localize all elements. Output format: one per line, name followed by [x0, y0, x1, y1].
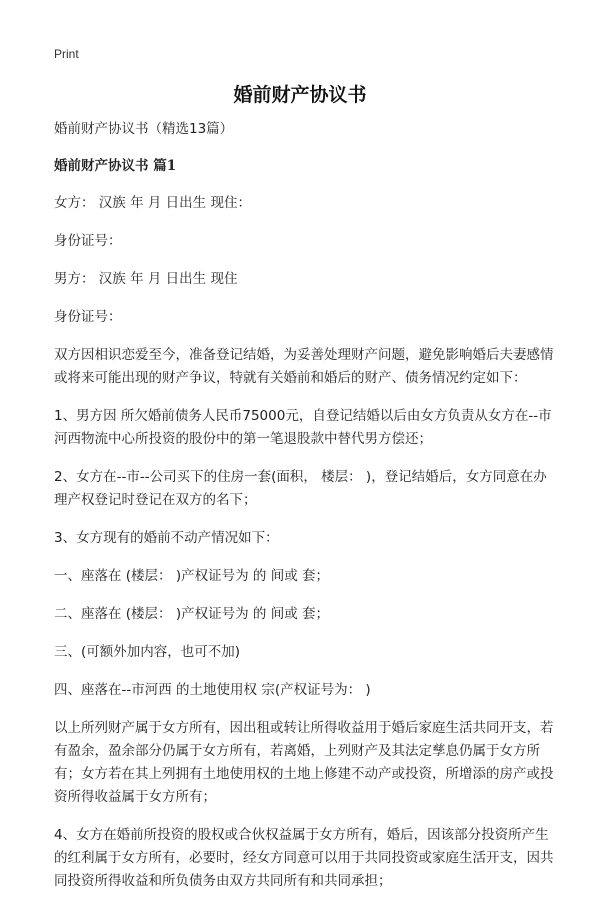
section-heading: 婚前财产协议书 篇1 — [54, 158, 177, 174]
paragraph-clause-4: 4、女方在婚前所投资的股权或合伙权益属于女方所有，婚后，因该部分投资所产生的红利属于女方所有，必要时，经女方同意可以用于共同投资或家庭生活开支，因共同投资所得收益和所负债务由双方共同所有和共同承担； — [54, 827, 554, 889]
paragraph-property-ownership: 以上所列财产属于女方所有，因出租或转让所得收益用于婚后家庭生活共同开支，若有盈余，盈余部分仍属于女方所有，若离婚，上列财产及其法定孳息仍属于女方所有；女方若在其上列拥有土地使用权的土地上修建不动产或投资，所增添的房产或投资所得收益属于女方所有； — [54, 720, 554, 805]
document-body — [54, 118, 554, 908]
paragraph-preamble: 双方因相识恋爱至今，准备登记结婚，为妥善处理财产问题，避免影响婚后夫妻感情或将来可能出现的财产争议，特就有关婚前和婚后的财产、债务情况约定如下： — [54, 347, 554, 386]
paragraph-female-party: 女方： 汉族 年 月 日出生 现住： — [54, 195, 251, 211]
paragraph-male-party: 男方： 汉族 年 月 日出生 现住 — [54, 271, 238, 287]
paragraph-clause-2: 2、女方在--市--公司买下的住房一套(面积， 楼层： )，登记结婚后，女方同意在办理产权登记时登记在双方的名下； — [54, 469, 547, 508]
paragraph-item-1: 一、座落在 (楼层： )产权证号为 的 间或 套； — [54, 568, 329, 584]
paragraph-male-id: 身份证号： — [54, 309, 122, 325]
paragraph-clause-1: 1、男方因 所欠婚前债务人民币75000元，自登记结婚以后由女方负责从女方在--市河西物流中心所投资的股份中的第一笔退股款中替代男方偿还； — [54, 408, 552, 447]
paragraph-item-4: 四、座落在--市河西 的土地使用权 宗(产权证号为： ) — [54, 682, 371, 698]
paragraph-item-3: 三、(可额外加内容，也可不加) — [54, 644, 241, 660]
document-subtitle: 婚前财产协议书（精选13篇） — [54, 121, 234, 137]
paragraph-clause-3: 3、女方现有的婚前不动产情况如下： — [54, 530, 279, 546]
print-link[interactable]: Print — [54, 47, 79, 61]
document-title: 婚前财产协议书 — [233, 84, 367, 106]
paragraph-item-2: 二、座落在 (楼层： )产权证号为 的 间或 套； — [54, 606, 329, 622]
paragraph-female-id: 身份证号： — [54, 233, 122, 249]
